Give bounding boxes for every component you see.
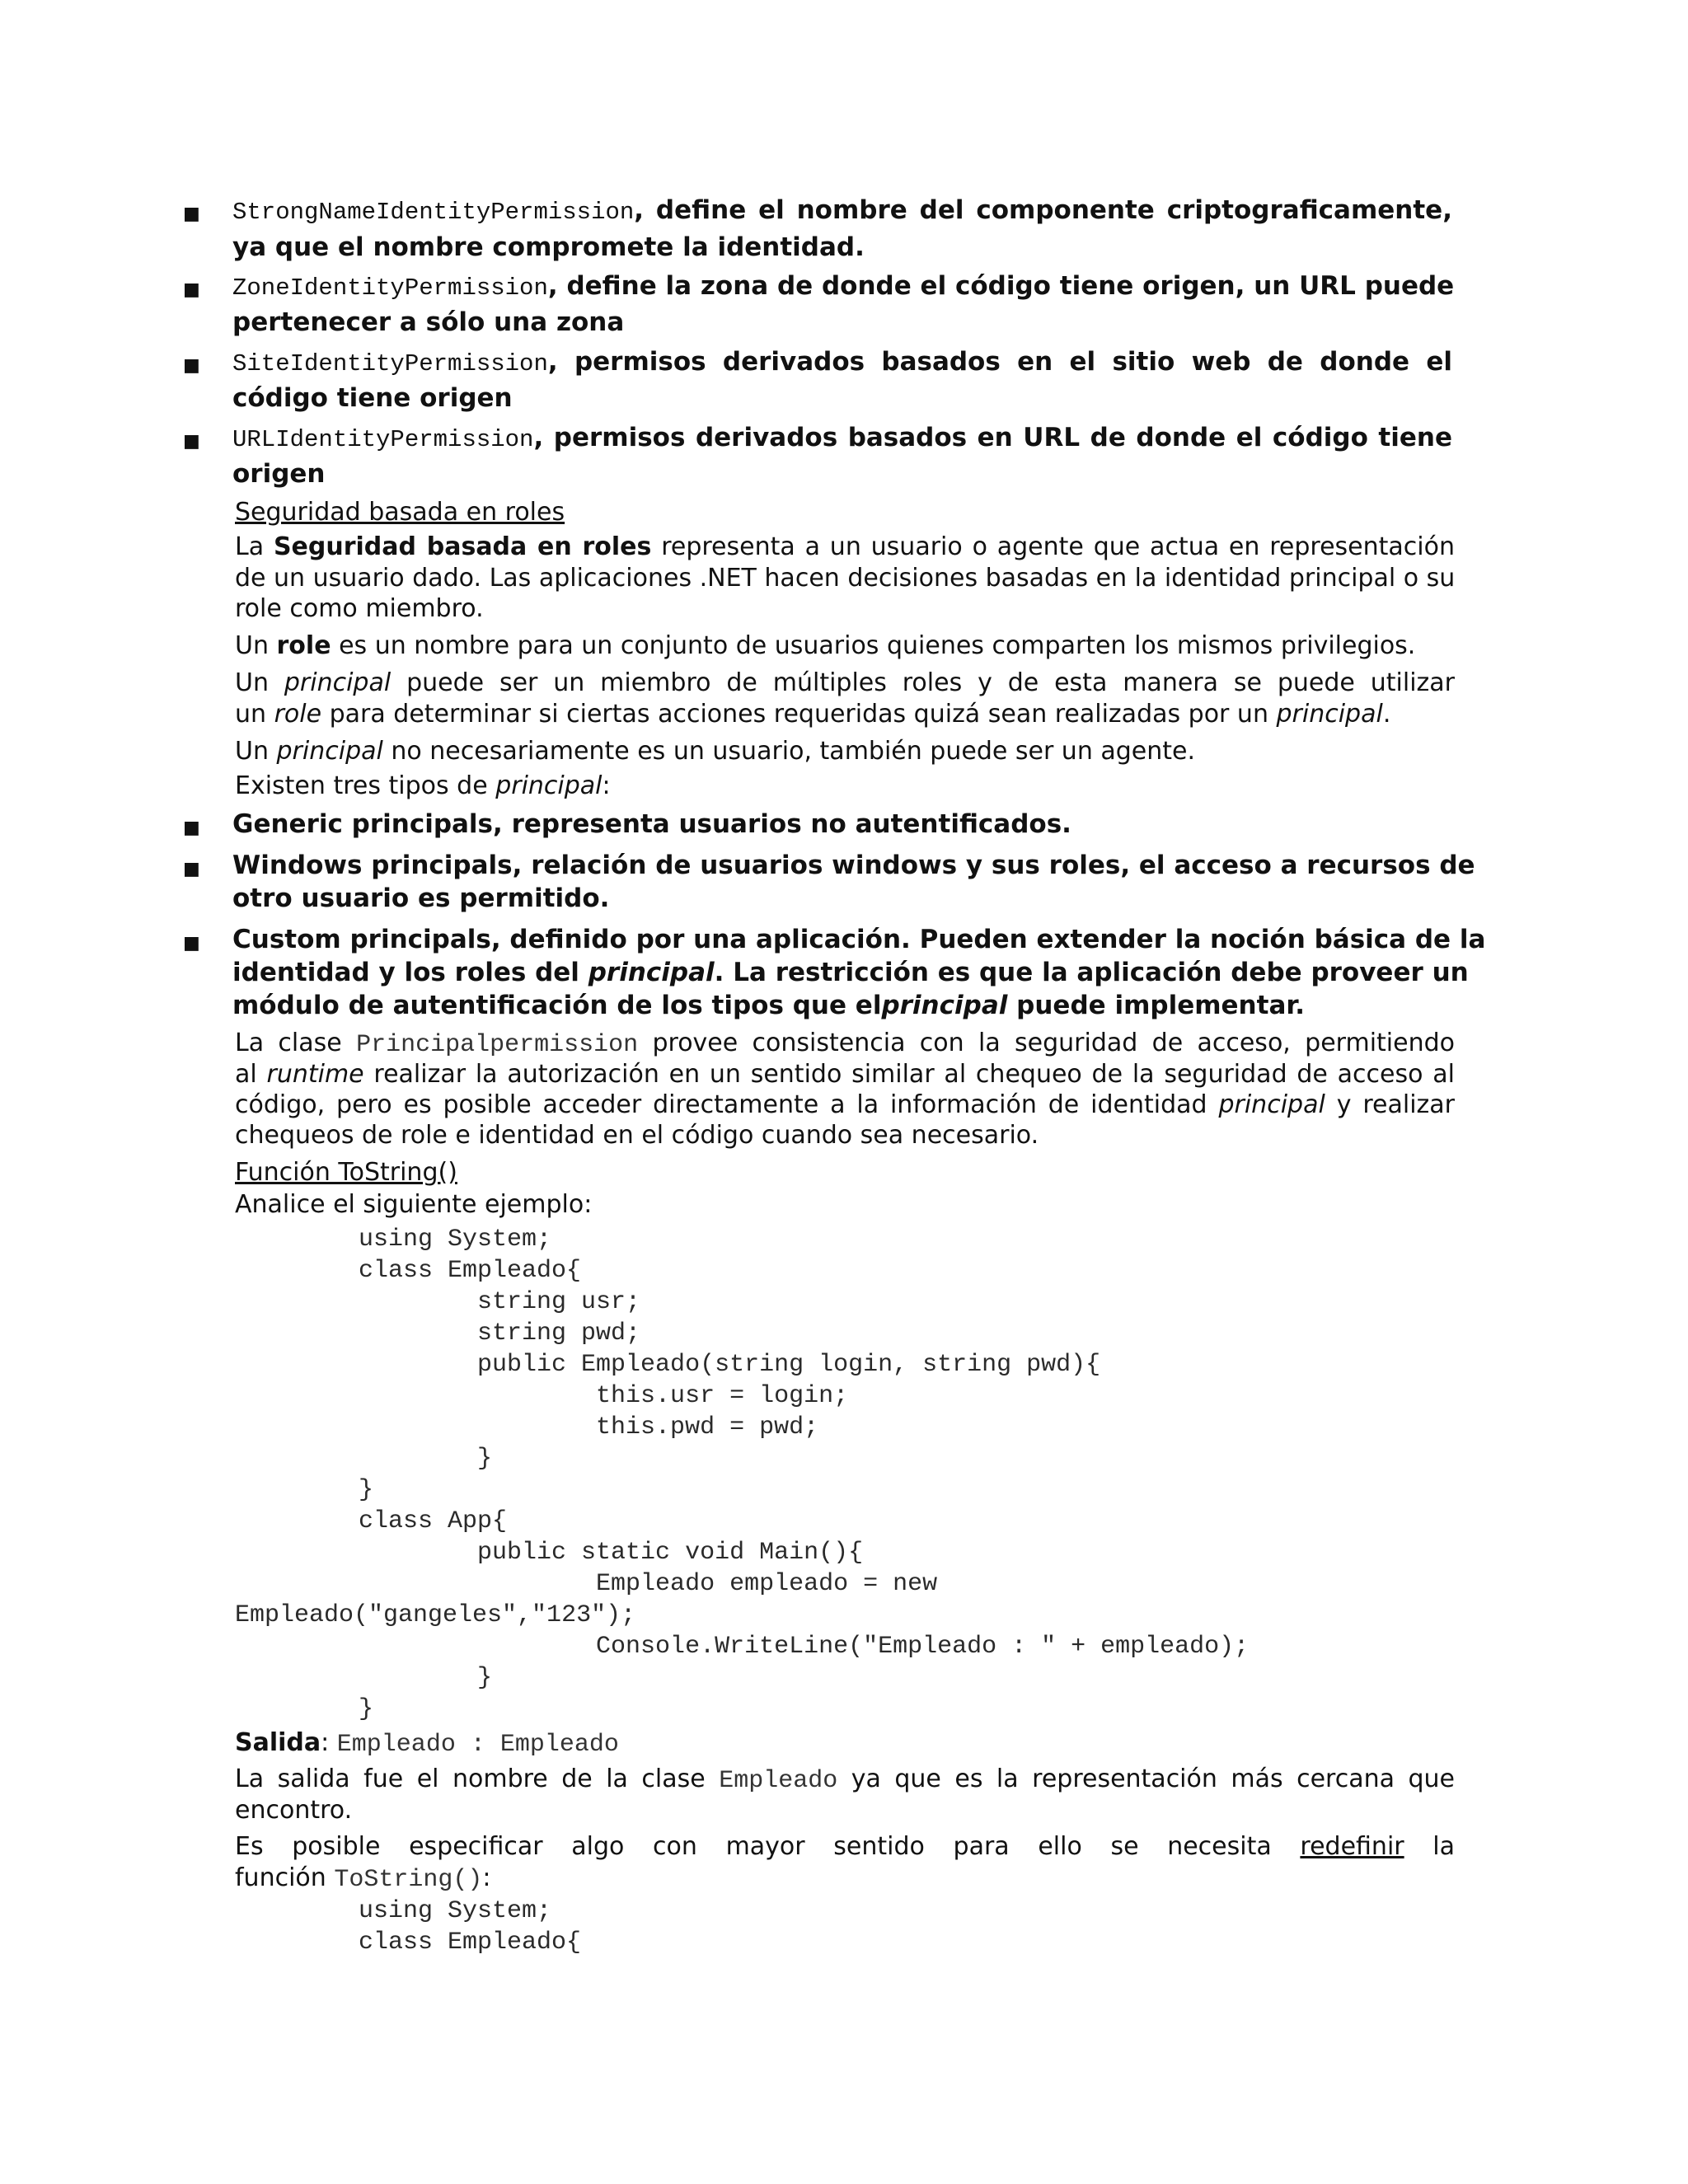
code-line: } <box>359 1445 493 1473</box>
text: Un <box>235 631 277 660</box>
text-underline: redefinir <box>1300 1832 1404 1861</box>
bullet-icon: ■ <box>183 933 200 954</box>
text: código, pero es posible acceder directamente a la información de identidad <box>235 1090 1219 1119</box>
text: es un nombre para un conjunto de usuarios quienes comparten los mismos privilegios. <box>331 631 1416 660</box>
text: : <box>482 1863 491 1892</box>
text: . <box>1382 700 1391 729</box>
code-line: this.pwd = pwd; <box>359 1413 819 1441</box>
para-analice: Analice el siguiente ejemplo: <box>235 1190 593 1219</box>
bullet-generic-principals: Generic principals, representa usuarios no autentificados. <box>232 809 1071 839</box>
para-principal-line1 <box>235 668 1455 699</box>
bullet-icon: ■ <box>183 355 200 376</box>
code-line: } <box>359 1695 374 1723</box>
text: Existen tres tipos de <box>235 771 496 800</box>
inline-code: Principalpermission <box>356 1031 639 1059</box>
salida-label: Salida <box>235 1728 321 1757</box>
text: al <box>235 1060 267 1089</box>
text: puede ser un miembro de múltiples roles y de esta manera se puede utilizar <box>391 668 1455 697</box>
bullet-strongname-line2: ya que el nombre compromete la identidad. <box>232 232 865 262</box>
bullet-text: , define el nombre del componente criptograficamente, <box>634 195 1452 225</box>
para-principalpermission-line1 <box>235 1028 1455 1061</box>
section-heading-roles: Seguridad basada en roles <box>235 498 565 527</box>
para-principalpermission-line2 <box>235 1059 1455 1090</box>
text-bold: Seguridad basada en roles <box>273 532 652 561</box>
text: y realizar <box>1325 1090 1455 1119</box>
bullet-icon: ■ <box>183 431 200 452</box>
bullet-custom-line2 <box>232 956 1469 989</box>
bullet-strongname-line1 <box>232 194 1452 229</box>
code-line: Empleado empleado = new <box>359 1570 938 1598</box>
salida-line <box>235 1727 1455 1760</box>
text: puede implementar. <box>1007 991 1306 1020</box>
bullet-icon: ■ <box>183 204 200 224</box>
code-line: using System; <box>359 1897 552 1925</box>
code-line: string pwd; <box>359 1319 641 1347</box>
code-line: } <box>359 1476 374 1504</box>
text: módulo de autentificación de los tipos que el <box>232 991 882 1020</box>
bullet-site-line1 <box>232 345 1452 381</box>
class-name: SiteIdentityPermission <box>232 350 548 377</box>
text-italic: principal <box>1218 1090 1325 1119</box>
para-principal-agent <box>235 736 1455 767</box>
text-italic: principal <box>588 958 715 987</box>
code-line: class Empleado{ <box>359 1929 582 1957</box>
text-italic: principal <box>284 668 392 697</box>
text: La salida fue el nombre de la clase <box>235 1765 720 1793</box>
text: La clase <box>235 1029 357 1057</box>
text: función <box>235 1863 335 1892</box>
para-redefinir-line1 <box>235 1831 1455 1863</box>
code-line: this.usr = login; <box>359 1382 849 1410</box>
text: para determinar si ciertas acciones requeridas quizá sean realizadas por un <box>321 700 1277 729</box>
bullet-text: , permisos derivados basados en URL de donde el código tiene <box>533 423 1452 452</box>
class-name: URLIdentityPermission <box>232 426 534 453</box>
section-heading-tostring: Función ToString() <box>235 1158 457 1187</box>
para-salida-line1 <box>235 1764 1455 1797</box>
text: identidad y los roles del <box>232 958 588 987</box>
salida-value: Empleado : Empleado <box>336 1731 619 1759</box>
bullet-url-line1 <box>232 421 1452 457</box>
text-italic: principal <box>495 771 603 800</box>
bullet-icon: ■ <box>183 859 200 879</box>
bullet-url-line2: origen <box>232 459 326 489</box>
para-principalpermission-line4: chequeos de role e identidad en el código cuando sea necesario. <box>235 1121 1039 1150</box>
text: La <box>235 532 274 561</box>
text: Es posible especificar algo con mayor sentido para ello se necesita <box>235 1832 1301 1861</box>
bullet-icon: ■ <box>183 818 200 838</box>
text-italic: principal <box>1276 700 1383 729</box>
text: representa a un usuario o agente que actua en representación <box>651 532 1455 561</box>
code-line: Console.WriteLine("Empleado : " + empleado); <box>359 1633 1250 1661</box>
para-roles-line1 <box>235 532 1455 563</box>
text: : <box>321 1728 337 1757</box>
text: : <box>602 771 611 800</box>
text: Un <box>235 668 284 697</box>
bullet-zone-line1 <box>232 269 1455 305</box>
para-roles-line3: role como miembro. <box>235 594 484 623</box>
text-italic: runtime <box>266 1060 364 1089</box>
text: un <box>235 700 274 729</box>
text: no necesariamente es un usuario, también puede ser un agente. <box>382 737 1196 766</box>
bullet-text: , permisos derivados basados en el sitio web de donde el <box>547 347 1452 377</box>
text-italic: principal <box>276 737 383 766</box>
bullet-site-line2: código tiene origen <box>232 383 513 413</box>
code-line: using System; <box>359 1226 552 1254</box>
inline-code: Empleado <box>719 1767 838 1795</box>
code-line-wrapped: Empleado("gangeles","123"); <box>235 1601 636 1629</box>
text: Un <box>235 737 277 766</box>
bullet-icon: ■ <box>183 279 200 300</box>
text: provee consistencia con la seguridad de acceso, permitiendo <box>638 1029 1455 1057</box>
code-line: class Empleado{ <box>359 1257 582 1285</box>
code-line: public Empleado(string login, string pwd){ <box>359 1351 1101 1379</box>
code-line: public static void Main(){ <box>359 1539 864 1567</box>
bullet-text: , define la zona de donde el código tiene origen, un URL puede <box>547 271 1455 301</box>
para-role-definition <box>235 630 1455 662</box>
bullet-zone-line2: pertenecer a sólo una zona <box>232 307 625 337</box>
para-principal-types <box>235 771 1455 802</box>
para-roles-line2: de un usuario dado. Las aplicaciones .NET hacen decisiones basadas en la identidad principal o su <box>235 564 1456 593</box>
bullet-windows-line1: Windows principals, relación de usuarios windows y sus roles, el acceso a recursos de <box>232 851 1475 880</box>
text-italic: principal <box>881 991 1008 1020</box>
para-salida-line2: encontro. <box>235 1796 353 1825</box>
bullet-windows-line2: otro usuario es permitido. <box>232 883 610 913</box>
para-principalpermission-line3 <box>235 1090 1455 1121</box>
code-line: class App{ <box>359 1507 508 1535</box>
text: ya que es la representación más cercana que <box>837 1765 1456 1793</box>
text-italic: role <box>274 700 322 729</box>
text: . La restricción es que la aplicación debe proveer un <box>714 958 1469 987</box>
class-name: StrongNameIdentityPermission <box>232 199 635 226</box>
inline-code: ToString() <box>334 1866 483 1894</box>
para-redefinir-line2 <box>235 1863 1455 1896</box>
bullet-custom-line3 <box>232 989 1452 1022</box>
code-line: string usr; <box>359 1288 641 1316</box>
para-principal-line2 <box>235 699 1455 730</box>
text: realizar la autorización en un sentido similar al chequeo de la seguridad de acceso al <box>363 1060 1455 1089</box>
text-bold: role <box>276 631 331 660</box>
text: la <box>1404 1832 1455 1861</box>
class-name: ZoneIdentityPermission <box>232 274 548 302</box>
code-line: } <box>359 1664 493 1692</box>
bullet-custom-line1: Custom principals, definido por una aplicación. Pueden extender la noción básica de la <box>232 925 1486 954</box>
